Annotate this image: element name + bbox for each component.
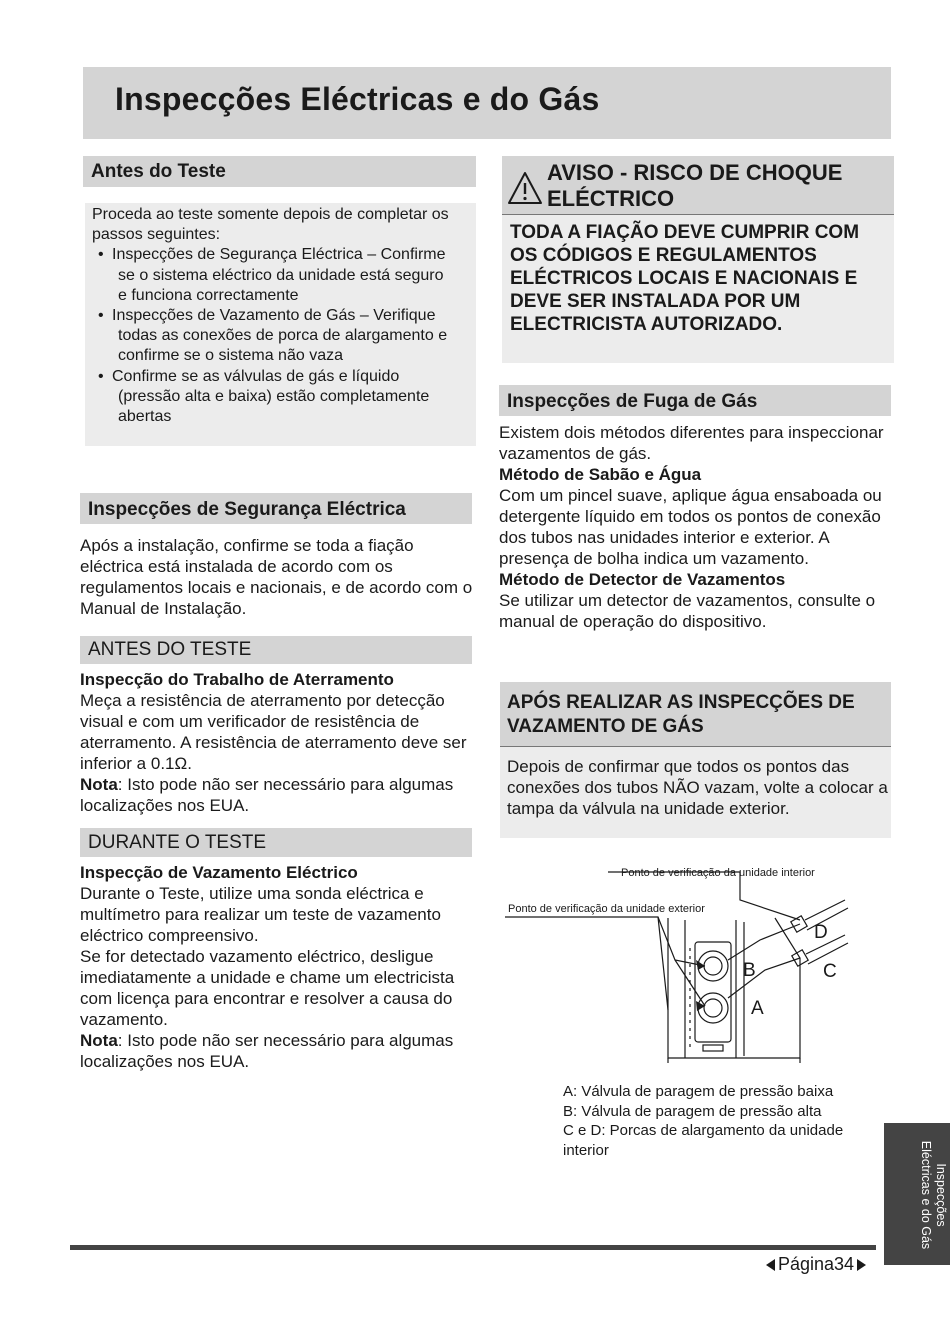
diagram-legend	[563, 1082, 863, 1160]
legend-item-a: A: Válvula de paragem de pressão baixa	[563, 1083, 834, 1100]
prev-arrow-icon[interactable]	[766, 1259, 775, 1271]
list-item-line: todas as conexões de porca de alargamento e	[118, 327, 448, 345]
during-test-heading-text: DURANTE O TESTE	[88, 832, 267, 853]
page-number	[766, 1254, 866, 1275]
before-test-caps-heading-text: ANTES DO TESTE	[88, 639, 252, 660]
before-test-box	[85, 203, 476, 446]
note-label: Nota	[80, 1031, 118, 1050]
warning-header	[502, 156, 894, 215]
note-label: Nota	[80, 775, 118, 794]
letter-b: B	[743, 960, 756, 981]
side-tab-label	[918, 1129, 948, 1261]
note-text: : Isto pode não ser necessário para algumas localizações nos EUA.	[80, 1031, 454, 1071]
gas-leak-heading	[499, 385, 891, 416]
list-item	[92, 245, 470, 306]
gas-leak-intro: Existem dois métodos diferentes para inspeccionar vazamentos de gás.	[499, 423, 884, 463]
list-item-line: confirme se o sistema não vaza	[118, 347, 343, 365]
valve-diagram-svg	[500, 860, 860, 1070]
title-bar	[83, 67, 891, 139]
electrical-safety-paragraph: Após a instalação, confirme se toda a fiação eléctrica está instalada de acordo com os regulamentos locais e nacionais, e de acordo com o Manual de Instalação.	[80, 536, 473, 618]
warning-body: TODA A FIAÇÃO DEVE CUMPRIR COM OS CÓDIGOS E REGULAMENTOS ELÉCTRICOS LOCAIS E NACIONAIS E DEVE SER INSTALADA POR UM ELECTRICISTA AUTORIZADO.	[510, 222, 860, 335]
method1-title	[499, 464, 895, 485]
footer-rule	[70, 1245, 876, 1250]
electrical-safety-heading-text: Inspecções de Segurança Eléctrica	[88, 499, 406, 520]
section-side-tab[interactable]	[884, 1123, 950, 1265]
list-item-line: • Inspecções de Segurança Eléctrica – Confirme	[112, 246, 446, 264]
note-text: : Isto pode não ser necessário para algumas localizações nos EUA.	[80, 775, 454, 815]
page-title: Inspecções Eléctricas e do Gás	[115, 81, 600, 117]
gas-leak-section	[499, 422, 895, 632]
grounding-text: Meça a resistência de aterramento por detecção visual e com um verificador de resistência de aterramento. A resistência de aterramento deve ser inferior a 0.1Ω.	[80, 691, 467, 773]
grounding-section	[80, 669, 476, 816]
outdoor-check-label: Ponto de verificação da unidade exterior	[508, 903, 705, 915]
leakage-subheading-text: Inspecção de Vazamento Eléctrico	[80, 863, 358, 882]
warning-title: AVISO - RISCO DE CHOQUE ELÉCTRICO	[547, 160, 843, 211]
page-number-text: Página34	[778, 1254, 855, 1274]
letter-c: C	[823, 961, 837, 982]
before-test-list	[92, 245, 470, 427]
grounding-subheading-text: Inspecção do Trabalho de Aterramento	[80, 670, 394, 689]
before-test-intro: Proceda ao teste somente depois de completar os passos seguintes:	[92, 206, 449, 244]
list-item-line: • Inspecções de Vazamento de Gás – Verifique	[112, 307, 436, 325]
indoor-check-label: Ponto de verificação da unidade interior	[621, 867, 815, 879]
side-tab-line-1: Inspecções	[934, 1163, 948, 1227]
leakage-section	[80, 862, 476, 1072]
after-inspection-header	[500, 682, 891, 747]
electrical-safety-text	[80, 535, 476, 619]
warning-box	[502, 156, 894, 363]
before-test-heading	[83, 156, 476, 187]
list-item-line: • Confirme se as válvulas de gás e líquido	[112, 367, 400, 385]
leakage-subheading	[80, 862, 476, 883]
leakage-text-1: Durante o Teste, utilize uma sonda eléctrica e multímetro para realizar um teste de vazamento eléctrico compreensivo.	[80, 884, 441, 945]
legend-item-b: B: Válvula de paragem de pressão alta	[563, 1102, 822, 1120]
before-test-heading-text: Antes do Teste	[91, 161, 226, 182]
list-item-line: abertas	[118, 408, 172, 426]
list-item-line: se o sistema eléctrico da unidade está seguro	[118, 266, 444, 284]
grounding-subheading	[80, 669, 476, 690]
legend-item-cd: C e D: Porcas de alargamento da unidade interior	[563, 1122, 844, 1159]
method1-title-text: Método de Sabão e Água	[499, 465, 702, 484]
letter-a: A	[751, 998, 764, 1019]
list-item-line: e funciona correctamente	[118, 286, 299, 304]
list-item	[92, 367, 470, 428]
leakage-note	[80, 1030, 476, 1072]
method2-text: Se utilizar um detector de vazamentos, consulte o manual de operação do dispositivo.	[499, 591, 876, 631]
side-tab-line-2: Eléctricas e do Gás	[919, 1140, 933, 1250]
after-inspection-heading: APÓS REALIZAR AS INSPECÇÕES DE VAZAMENTO DE GÁS	[507, 692, 855, 737]
before-test-caps-heading	[80, 636, 472, 664]
leakage-text-2: Se for detectado vazamento eléctrico, desligue imediatamente a unidade e chame um electricista com licença para encontrar e resolver a causa do vazamento.	[80, 947, 455, 1029]
after-inspection-box	[500, 682, 891, 838]
after-inspection-text: Depois de confirmar que todos os pontos das conexões dos tubos NÃO vazam, volte a colocar a tampa da válvula na unidade exterior.	[507, 757, 888, 818]
grounding-note	[80, 774, 476, 816]
list-item-line: (pressão alta e baixa) estão completamente	[118, 387, 430, 405]
letter-d: D	[814, 922, 828, 943]
next-arrow-icon[interactable]	[857, 1259, 866, 1271]
electrical-safety-heading	[80, 493, 472, 524]
during-test-heading	[80, 828, 472, 857]
method1-text: Com um pincel suave, aplique água ensaboada ou detergente líquido em todos os pontos de conexão dos tubos nas unidades interior e exterior. A presença de bolha indica um vazamento.	[499, 486, 882, 568]
warning-triangle-icon	[507, 171, 543, 205]
gas-leak-heading-text: Inspecções de Fuga de Gás	[507, 391, 758, 412]
method2-title-text: Método de Detector de Vazamentos	[499, 570, 786, 589]
valve-diagram	[500, 860, 860, 1070]
method2-title	[499, 569, 895, 590]
list-item	[92, 306, 470, 367]
